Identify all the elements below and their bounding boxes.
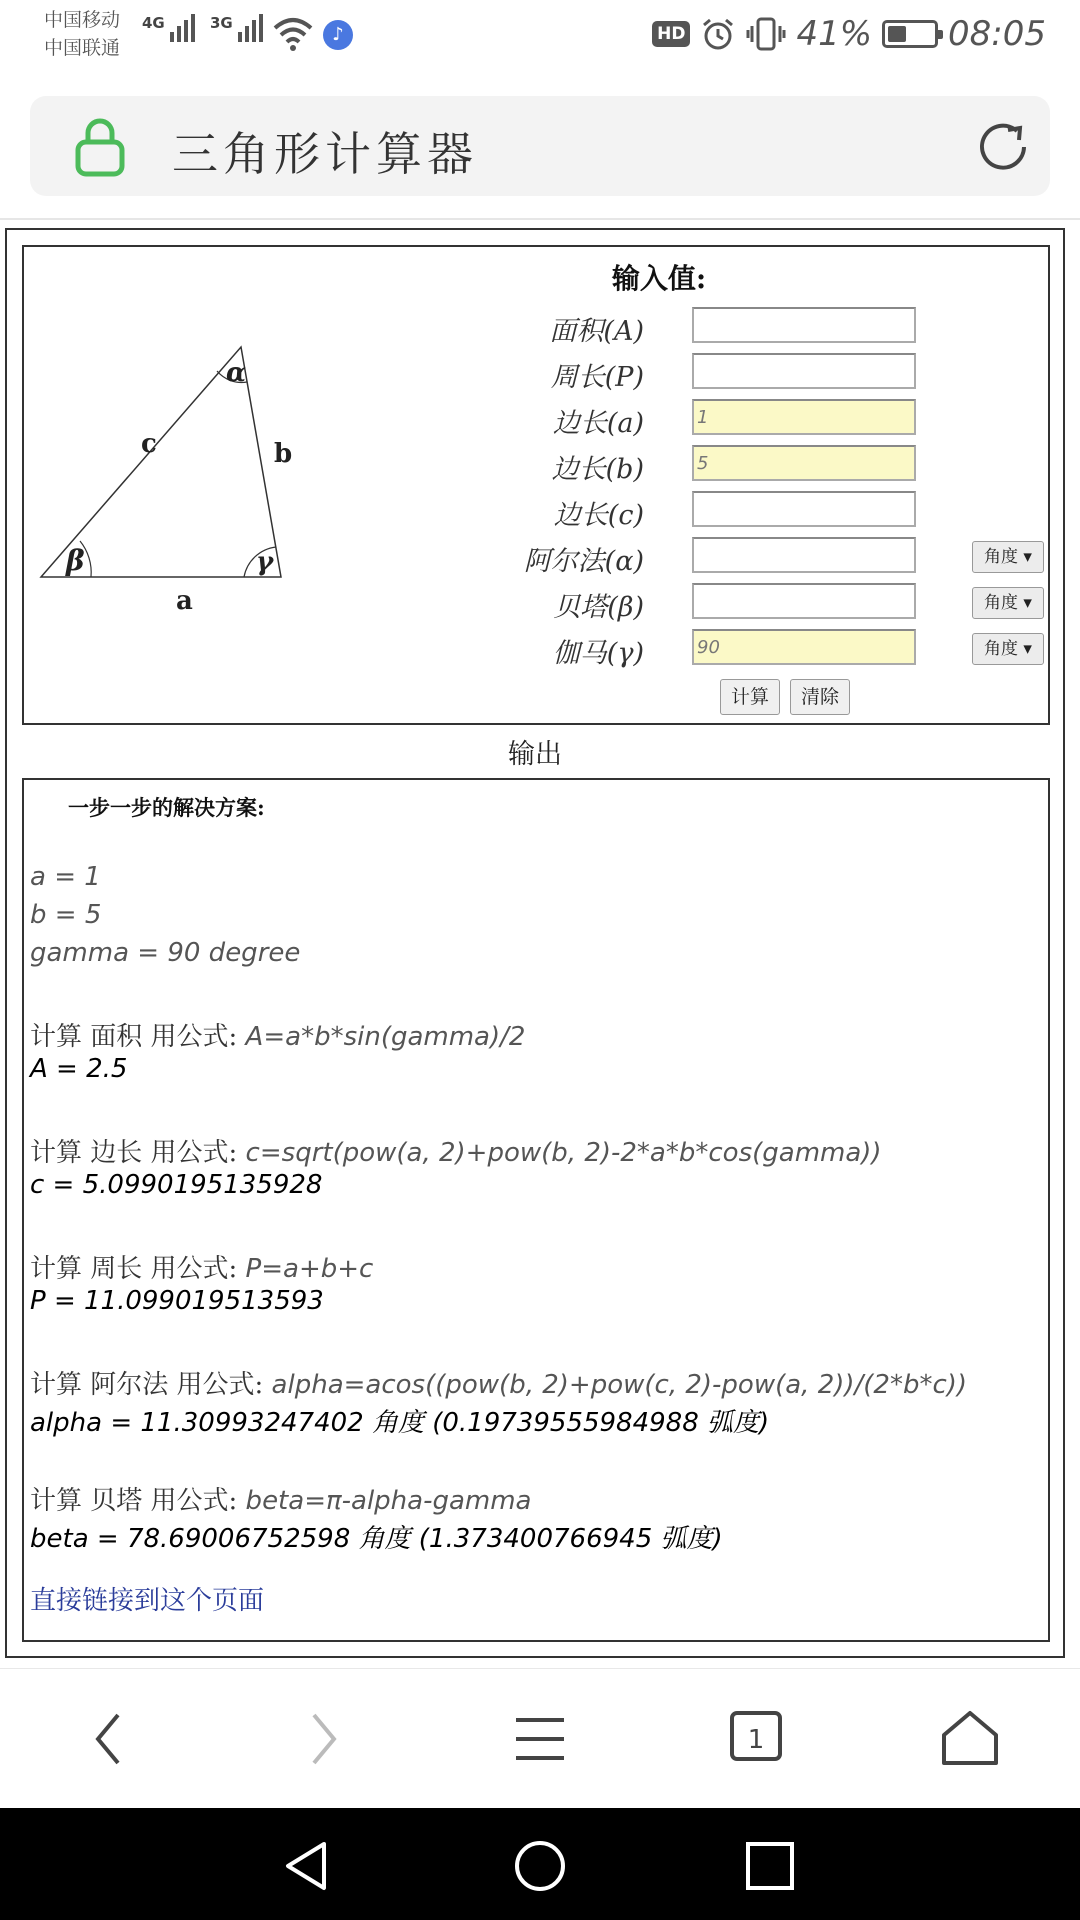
calculate-button[interactable]: 计算 [720,679,780,715]
home-button[interactable] [930,1699,1010,1779]
nav-back-icon[interactable] [278,1836,338,1896]
given-line: b = 5 [30,900,102,930]
menu-button[interactable] [500,1699,580,1779]
area-input[interactable] [692,307,916,343]
address-bar[interactable] [30,96,1050,196]
direct-link[interactable]: 直接链接到这个页面 [30,1586,265,1616]
input-row-side-b [324,445,1044,485]
gamma-input[interactable] [692,629,916,665]
side-a-input[interactable] [692,399,916,435]
battery-fill [888,26,906,42]
given-line: gamma = 90 degree [30,938,301,968]
input-row-side-a [324,399,1044,439]
alarm-icon [700,16,736,52]
side-c-input[interactable] [692,491,916,527]
home-icon [938,1709,1002,1769]
gamma-unit-select[interactable]: 角度 ▾ [972,633,1044,665]
chevron-right-icon [304,1709,344,1769]
hd-badge: HD [652,21,690,47]
side-a-label: a [176,586,193,616]
input-panel [22,245,1050,725]
reload-icon[interactable] [974,118,1032,176]
carrier-names [44,6,120,62]
solution-title: 一步一步的解决方案: [68,795,265,820]
step-formula-line: 计算 贝塔 用公式: beta=π-alpha-gamma [30,1486,532,1516]
perimeter-label: 周长(P) [550,362,644,393]
music-app-icon: ♪ [323,20,353,50]
side-a-field-label: 边长(a) [552,408,644,439]
nav-recents-icon[interactable] [740,1836,800,1896]
back-button[interactable] [68,1699,148,1779]
vibrate-icon [746,16,786,52]
beta-input[interactable] [692,583,916,619]
input-row-gamma [324,629,1044,669]
system-nav-bar [0,1808,1080,1920]
alpha-input[interactable] [692,537,916,573]
clock: 08:05 [948,14,1046,54]
nav-home-icon[interactable] [510,1836,570,1896]
beta-label: β [66,544,85,577]
beta-field-label: 贝塔(β) [553,592,644,623]
alpha-field-label: 阿尔法(α) [523,546,644,577]
action-buttons [720,679,850,715]
alpha-label: α [226,358,247,388]
clear-button[interactable]: 清除 [790,679,850,715]
side-c-label: c [141,429,157,459]
chevron-left-icon [88,1709,128,1769]
beta-unit-select[interactable]: 角度 ▾ [972,587,1044,619]
forward-button[interactable] [284,1699,364,1779]
input-row-side-c [324,491,1044,531]
battery-icon [882,20,938,48]
input-row-perimeter [324,353,1044,393]
gamma-field-label: 伽马(γ) [552,638,644,669]
input-row-alpha [324,537,1044,577]
step-formula-line: 计算 阿尔法 用公式: alpha=acos((pow(b, 2)+pow(c, 2)-pow(a, 2))/(2*b*c)) [30,1370,968,1400]
perimeter-input[interactable] [692,353,916,389]
tabs-button[interactable] [716,1699,796,1779]
page-title[interactable]: 三角形计算器 [172,127,478,181]
battery-percent: 41% [796,14,873,54]
input-title: 输入值: [611,262,707,295]
step-result-line: beta = 78.69006752598 角度 (1.373400766945 弧度) [30,1524,723,1554]
area-label: 面积(A) [549,316,644,347]
carrier-2: 中国联通 [44,37,121,59]
given-line: a = 1 [30,862,101,892]
tabs-icon [726,1709,786,1769]
wifi-icon [272,16,314,52]
step-formula-line: 计算 周长 用公式: P=a+b+c [30,1254,374,1284]
side-b-input[interactable] [692,445,916,481]
step-formula-line: 计算 边长 用公式: c=sqrt(pow(a, 2)+pow(b, 2)-2*a*b*cos(gamma)) [30,1138,882,1168]
calculator-container [5,228,1065,1658]
carrier-1: 中国移动 [44,9,121,31]
output-heading: 输出 [508,739,562,770]
status-bar [0,0,1080,78]
menu-icon [512,1714,568,1764]
browser-toolbar [0,1668,1080,1808]
lock-icon [74,116,126,176]
signal-3g-icon: 3G [210,14,263,42]
side-b-label: b [274,439,293,469]
side-c-field-label: 边长(c) [553,500,644,531]
step-result-line: A = 2.5 [30,1054,128,1084]
step-result-line: P = 11.099019513593 [30,1286,324,1316]
step-result-line: c = 5.0990195135928 [30,1170,323,1200]
gamma-label: γ [256,547,274,577]
output-panel [22,778,1050,1642]
signal-4g-icon: 4G [142,14,195,42]
input-row-beta [324,583,1044,623]
step-formula-line: 计算 面积 用公式: A=a*b*sin(gamma)/2 [30,1022,526,1052]
side-b-field-label: 边长(b) [551,454,644,485]
step-result-line: alpha = 11.30993247402 角度 (0.19739555984988 弧度) [30,1408,770,1438]
tab-count: 1 [747,1725,765,1755]
input-row-area [324,307,1044,347]
alpha-unit-select[interactable]: 角度 ▾ [972,541,1044,573]
address-bar-divider [0,218,1080,220]
status-right [652,14,1046,54]
